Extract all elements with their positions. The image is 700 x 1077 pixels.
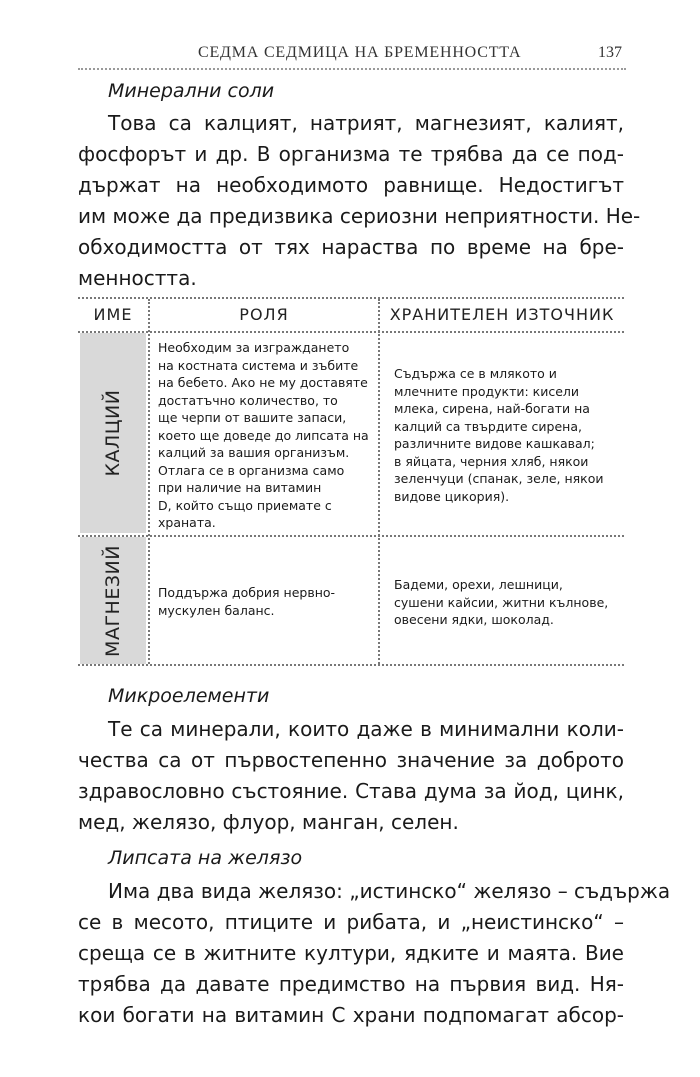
cell-line: млека, сирена, най-богати на xyxy=(394,401,590,416)
cell-line: храната. xyxy=(158,515,216,530)
header-name: ИМЕ xyxy=(93,305,133,324)
section-heading-microelements: Микроелементи xyxy=(108,685,270,707)
text-line: здравословно състояние. Става дума за йод, цинк, xyxy=(78,779,624,803)
text-line: трябва да давате предимство на първия вид. Ня- xyxy=(78,972,624,996)
column-divider xyxy=(378,299,380,664)
role-calcium xyxy=(158,339,369,532)
cell-line: млечните продукти: кисели xyxy=(394,383,580,399)
header-source: ХРАНИТЕЛЕН ИЗТОЧНИК xyxy=(389,305,615,324)
section-heading-minerals: Минерални соли xyxy=(108,80,275,102)
name-cell-magnesium xyxy=(80,537,146,664)
page-number: 137 xyxy=(598,44,622,61)
row-divider xyxy=(78,535,624,537)
text-line: Това са калцият, натрият, магнезият, калият, xyxy=(108,111,624,135)
text-line: среща се в житните култури, ядките и маята. Вие xyxy=(78,941,624,965)
cell-line: ще черпи от вашите запаси, xyxy=(158,410,347,425)
cell-line: Поддържа добрия нервно- xyxy=(158,585,336,600)
minerals-table xyxy=(78,297,624,666)
text-line: им може да предизвика сериозни неприятности. Не- xyxy=(78,204,641,228)
cell-line: овесени ядки, шоколад. xyxy=(394,612,554,627)
cell-line: Необходим за изграждането xyxy=(158,340,350,355)
chapter-title: СЕДМА СЕДМИЦА НА БРЕМЕННОСТТА xyxy=(198,44,522,61)
source-magnesium xyxy=(394,576,608,629)
text-line: менността. xyxy=(78,266,197,290)
paragraph-minerals xyxy=(78,108,641,294)
cell-line: на бебето. Ако не му доставяте xyxy=(158,375,368,390)
cell-line: при наличие на витамин xyxy=(158,480,322,495)
cell-line: достатъчно количество, то xyxy=(158,392,338,408)
cell-line: мускулен баланс. xyxy=(158,602,275,618)
running-head xyxy=(78,44,626,70)
cell-line: Отлага се в организма само xyxy=(158,462,345,478)
paragraph-iron xyxy=(78,876,671,1031)
cell-line: сушени кайсии, житни кълнове, xyxy=(394,594,609,610)
source-calcium xyxy=(394,365,603,505)
paragraph-microelements xyxy=(78,714,624,838)
text-line: обходимостта от тях нараства по време на бре- xyxy=(78,235,624,259)
text-line: се в месото, птиците и рибата, и „неистинско“ – xyxy=(78,910,624,934)
cell-line: D, който също приемате с xyxy=(158,497,332,513)
text-line: Те са минерали, които даже в минимални коли- xyxy=(108,717,624,741)
cell-line: видове цикория). xyxy=(394,488,510,504)
cell-line: в яйцата, черния хляб, някои xyxy=(394,453,589,469)
cell-line: на костната система и зъбите xyxy=(158,357,359,373)
row-divider xyxy=(78,331,624,333)
cell-line: Бадеми, орехи, лешници, xyxy=(394,577,563,592)
name-cell-calcium xyxy=(80,333,146,533)
row-name-calcium: КАЛЦИЙ xyxy=(102,389,124,477)
header-role: РОЛЯ xyxy=(239,305,289,324)
text-line: Има два вида желязо: „истинско“ желязо – съдържа xyxy=(108,879,671,903)
cell-line: зеленчуци (спанак, зеле, някои xyxy=(394,471,604,486)
role-magnesium xyxy=(158,584,335,619)
column-divider xyxy=(148,299,150,664)
section-heading-iron: Липсата на желязо xyxy=(108,847,303,869)
cell-line: калций за вашия организъм. xyxy=(158,445,350,460)
text-line: държат на необходимото равнище. Недостигът xyxy=(78,173,624,197)
cell-line: което ще доведе до липсата на xyxy=(158,427,369,443)
text-line: чества са от първостепенно значение за доброто xyxy=(78,748,624,772)
text-line: фосфорът и др. В организма те трябва да се под- xyxy=(78,142,624,166)
text-line: мед, желязо, флуор, манган, селен. xyxy=(78,810,459,834)
cell-line: Съдържа се в млякото и xyxy=(394,366,557,381)
cell-line: калций са твърдите сирена, xyxy=(394,418,582,434)
cell-line: различните видове кашкавал; xyxy=(394,436,595,451)
row-name-magnesium: МАГНЕЗИЙ xyxy=(102,544,124,657)
text-line: кои богати на витамин С храни подпомагат абсор- xyxy=(78,1003,624,1027)
